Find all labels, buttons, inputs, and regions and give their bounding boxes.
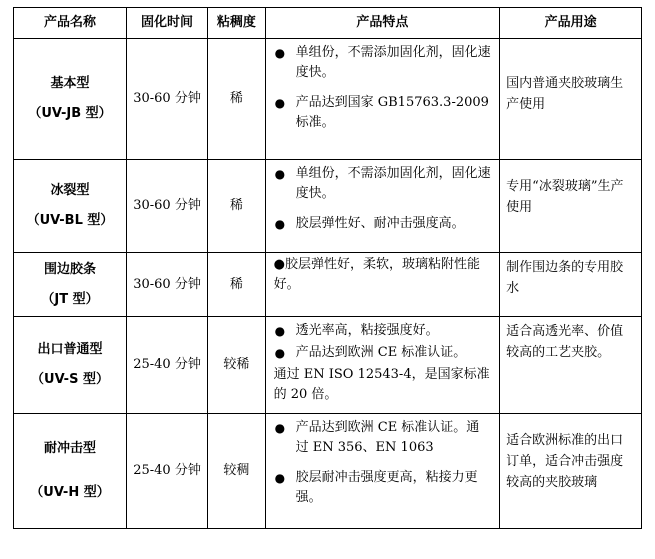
header-row	[14, 8, 642, 39]
bullet-icon: ●	[274, 324, 286, 338]
feature-item	[274, 468, 492, 508]
viscosity: 较稀	[208, 317, 266, 414]
feature-text: 胶层耐冲击强度更高，粘接力更强。	[295, 470, 478, 505]
viscosity: 稀	[208, 39, 266, 160]
feature-text: 胶层弹性好、耐冲击强度高。	[295, 216, 465, 231]
feature-item	[274, 164, 492, 204]
header-viscosity: 粘稠度	[208, 8, 266, 39]
header-usage: 产品用途	[500, 8, 642, 39]
table-row	[14, 160, 642, 253]
product-table	[13, 7, 642, 529]
table-row	[14, 414, 642, 529]
feature-text: 产品达到欧洲 CE 标准认证。	[295, 345, 467, 360]
bullet-icon: ●	[274, 96, 286, 110]
product-name-cell	[14, 253, 127, 317]
header-cure-time: 固化时间	[127, 8, 208, 39]
cure-time: 30-60 分钟	[127, 39, 208, 160]
viscosity: 较稠	[208, 414, 266, 529]
cure-time: 25-40 分钟	[127, 414, 208, 529]
usage: 适合欧洲标准的出口订单，适合冲击强度较高的夹胶玻璃	[500, 414, 642, 529]
table-row	[14, 317, 642, 414]
product-model: （UV-H 型）	[30, 485, 110, 500]
bullet-icon: ●	[274, 346, 286, 360]
bullet-icon: ●	[274, 421, 286, 435]
feature-item	[274, 43, 492, 83]
product-name: 耐冲击型	[44, 441, 97, 456]
bullet-icon: ●	[274, 471, 286, 485]
feature-text: ●胶层弹性好，柔软，玻璃粘附性能好。	[273, 257, 480, 292]
viscosity: 稀	[208, 160, 266, 253]
product-model: （UV-S 型）	[31, 372, 109, 387]
feature-text: 单组份，不需添加固化剂，固化速度快。	[295, 166, 491, 201]
product-name: 围边胶条	[44, 261, 97, 277]
bullet-icon: ●	[274, 217, 286, 231]
features-cell	[265, 160, 500, 253]
header-product-name: 产品名称	[14, 8, 127, 39]
product-name-cell	[14, 414, 127, 529]
feature-item	[274, 343, 492, 363]
feature-text: 单组份，不需添加固化剂，固化速度快。	[295, 45, 491, 80]
features-cell	[265, 253, 500, 317]
viscosity: 稀	[208, 253, 266, 317]
usage: 国内普通夹胶玻璃生产使用	[500, 39, 642, 160]
table-row	[14, 39, 642, 160]
product-name-cell	[14, 160, 127, 253]
features-cell	[265, 414, 500, 529]
table-row	[14, 253, 642, 317]
feature-item	[274, 93, 492, 133]
feature-item	[274, 418, 492, 458]
product-name-cell	[14, 317, 127, 414]
bullet-icon: ●	[274, 167, 286, 181]
bullet-icon: ●	[274, 46, 286, 60]
cure-time: 25-40 分钟	[127, 317, 208, 414]
feature-text: 产品达到欧洲 CE 标准认证。通过 EN 356、EN 1063	[295, 420, 480, 455]
product-name: 冰裂型	[50, 183, 90, 198]
product-name-cell	[14, 39, 127, 160]
feature-item	[274, 214, 492, 234]
cure-time: 30-60 分钟	[127, 160, 208, 253]
product-name: 基本型	[50, 76, 90, 91]
feature-extra: 通过 EN ISO 12543-4，是国家标准的 20 倍。	[273, 367, 490, 402]
feature-text: 透光率高，粘接强度好。	[295, 323, 439, 338]
cure-time: 30-60 分钟	[127, 253, 208, 317]
features-cell	[265, 317, 500, 414]
feature-text: 产品达到国家 GB15763.3-2009 标准。	[295, 95, 489, 130]
product-model: （UV-JB 型）	[28, 106, 112, 121]
usage: 专用“冰裂玻璃”生产使用	[500, 160, 642, 253]
product-model: （UV-BL 型）	[26, 213, 114, 228]
feature-item	[274, 321, 492, 341]
product-name: 出口普通型	[37, 342, 103, 357]
usage: 适合高透光率、价值较高的工艺夹胶。	[500, 317, 642, 414]
usage: 制作围边条的专用胶水	[500, 253, 642, 317]
product-model: （JT 型）	[41, 291, 99, 307]
features-cell	[265, 39, 500, 160]
header-features: 产品特点	[265, 8, 500, 39]
